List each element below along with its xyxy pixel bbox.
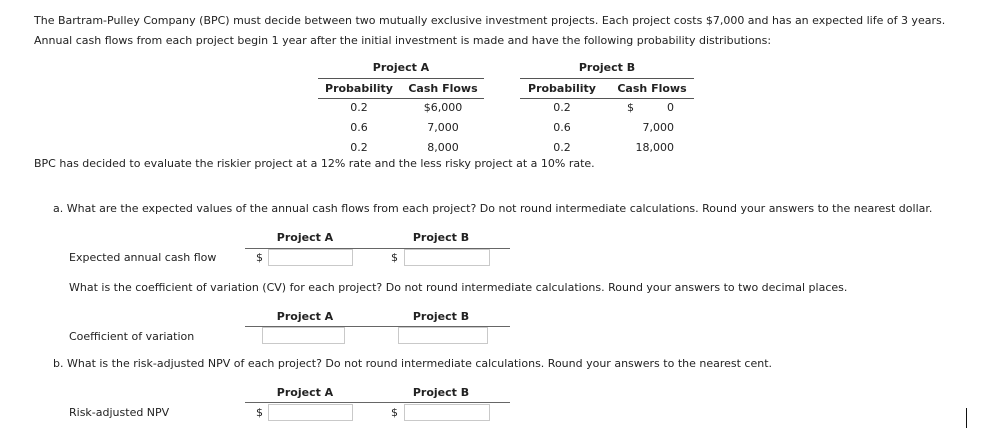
part-a-question: a. What are the expected values of the annual cash flows from each project? Do not round intermediate calculations. Round your answers to the nearest dollar.	[53, 202, 933, 215]
table-b-currency: $	[627, 101, 634, 114]
cv-header-project-b: Project B	[412, 310, 470, 323]
table-b-header-rule	[520, 98, 694, 99]
table-b-cash-flow: 0	[667, 101, 674, 114]
table-a-probability: 0.2	[350, 101, 368, 114]
cv-a-input[interactable]	[262, 327, 345, 344]
table-a-col-cash-flows: Cash Flows	[408, 82, 478, 95]
table-project-a-rule	[318, 78, 484, 79]
expected-cash-flow-a-input[interactable]	[268, 249, 353, 266]
table-b-cash-flow: 18,000	[635, 141, 674, 154]
expected-cash-flow-label: Expected annual cash flow	[69, 251, 217, 264]
rates-note: BPC has decided to evaluate the riskier project at a 12% rate and the less risky project at a 10% rate.	[34, 157, 595, 170]
cv-b-input[interactable]	[398, 327, 488, 344]
currency-symbol: $	[391, 251, 398, 264]
table-b-probability: 0.2	[553, 141, 571, 154]
part-b-header-project-b: Project B	[412, 386, 470, 399]
table-b-probability: 0.6	[553, 121, 571, 134]
part-a-header-project-b: Project B	[412, 231, 470, 244]
table-project-b-title: Project B	[578, 61, 636, 74]
table-a-col-probability: Probability	[325, 82, 393, 95]
table-project-a-title: Project A	[372, 61, 430, 74]
table-a-header-rule	[318, 98, 484, 99]
table-b-col-cash-flows: Cash Flows	[617, 82, 687, 95]
cv-label: Coefficient of variation	[69, 330, 195, 343]
problem-line-2: Annual cash flows from each project begin 1 year after the initial investment is made and have the following probability distributions:	[34, 34, 772, 47]
table-a-probability: 0.2	[350, 141, 368, 154]
table-b-col-probability: Probability	[528, 82, 596, 95]
currency-symbol: $	[256, 406, 263, 419]
table-b-cash-flow: 7,000	[642, 121, 674, 134]
currency-symbol: $	[391, 406, 398, 419]
npv-a-input[interactable]	[268, 404, 353, 421]
currency-symbol: $	[256, 251, 263, 264]
cv-question: What is the coefficient of variation (CV) for each project? Do not round intermediate calculations. Round your answers to two decimal places.	[69, 281, 848, 294]
table-a-probability: 0.6	[350, 121, 368, 134]
part-b-question: b. What is the risk-adjusted NPV of each project? Do not round intermediate calculations. Round your answers to the nearest cent.	[53, 357, 773, 370]
table-project-b-rule	[520, 78, 694, 79]
cv-header-project-a: Project A	[276, 310, 334, 323]
table-b-probability: 0.2	[553, 101, 571, 114]
part-b-header-project-a: Project A	[276, 386, 334, 399]
table-a-cash-flow: 8,000	[427, 141, 459, 154]
table-a-cash-flow: $6,000	[423, 101, 463, 114]
npv-b-input[interactable]	[404, 404, 490, 421]
part-a-header-project-a: Project A	[276, 231, 334, 244]
risk-adjusted-npv-label: Risk-adjusted NPV	[69, 406, 170, 419]
expected-cash-flow-b-input[interactable]	[404, 249, 490, 266]
table-a-cash-flow: 7,000	[427, 121, 459, 134]
text-cursor	[966, 408, 967, 428]
problem-line-1: The Bartram-Pulley Company (BPC) must decide between two mutually exclusive investment projects. Each project costs $7,000 and has an expected life of 3 years.	[34, 14, 946, 27]
part-b-header-rule	[245, 402, 510, 403]
